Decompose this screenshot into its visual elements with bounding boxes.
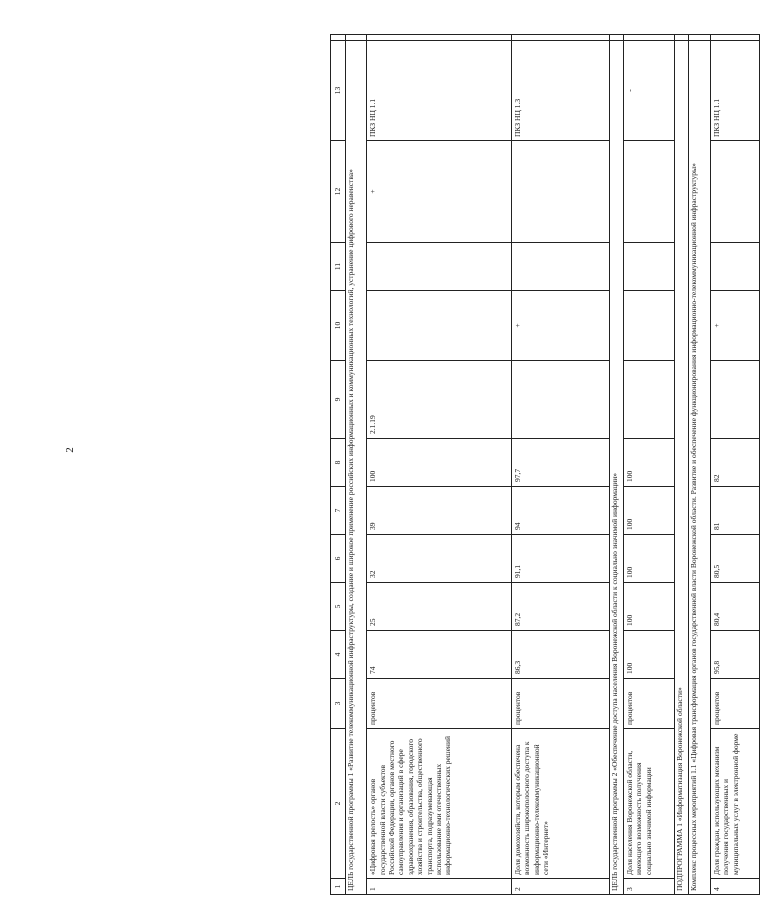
value-cell: 87,2 <box>511 583 609 631</box>
row-number: 3 <box>624 879 675 895</box>
value-cell: 32 <box>367 535 511 583</box>
source-cell: - <box>624 41 675 141</box>
header-cell: 10 <box>331 291 346 361</box>
table-row <box>624 35 675 895</box>
edge-cell <box>367 35 511 41</box>
edge-cell <box>610 35 624 41</box>
header-cell: 3 <box>331 679 346 729</box>
table-row <box>511 35 609 895</box>
indicator-name: Доля населения Воронежской области, имеющего возможность получения социально значимой информации <box>624 729 675 879</box>
mark-cell <box>710 141 759 243</box>
mark-cell <box>624 243 675 291</box>
goal1-row <box>345 35 366 895</box>
edge-cell <box>710 35 759 41</box>
mark-cell <box>367 291 511 361</box>
page-number: 2 <box>64 447 76 453</box>
value-cell: 2.1.19 <box>367 361 511 439</box>
table-row <box>367 35 511 895</box>
value-cell: 100 <box>367 439 511 487</box>
indicator-name: Доля граждан, использующих механизм получения государственных и муниципальных услуг в электронной форме <box>710 729 759 879</box>
value-cell: 94 <box>511 487 609 535</box>
value-cell: 86,3 <box>511 631 609 679</box>
header-cell: 13 <box>331 41 346 141</box>
row-number: 2 <box>511 879 609 895</box>
value-cell: 74 <box>367 631 511 679</box>
value-cell <box>624 361 675 439</box>
source-cell: ПКЗ НЦ 1.3 <box>511 41 609 141</box>
row-number: 4 <box>710 879 759 895</box>
value-cell: 81 <box>710 487 759 535</box>
header-cell: 12 <box>331 141 346 243</box>
value-cell: 100 <box>624 631 675 679</box>
value-cell: 80,4 <box>710 583 759 631</box>
header-cell: 4 <box>331 631 346 679</box>
indicator-name: «Цифровая зрелость» органов государственной власти субъектов Российской Федерации, органов местного самоуправления и организаций в сфере здравоохранения, образования, городского хозяйства и строительства, общественного транспорта, подразумевающая использование ими отечественных информационно-технологических решений <box>367 729 511 879</box>
mark-cell <box>511 141 609 243</box>
value-cell: 39 <box>367 487 511 535</box>
value-cell: 25 <box>367 583 511 631</box>
value-cell: 100 <box>624 583 675 631</box>
unit-cell: процентов <box>710 679 759 729</box>
goal1-title: ЦЕЛЬ государственной программы 1 «Развитие телекоммуникационной инфраструктуры, создание и широкое применение российских информационных и коммуникационных технологий, устранение цифрового неравенства» <box>345 41 366 895</box>
value-cell <box>511 361 609 439</box>
value-cell: 80,5 <box>710 535 759 583</box>
header-cell: 5 <box>331 583 346 631</box>
mark-cell <box>710 243 759 291</box>
edge-cell <box>345 35 366 41</box>
mark-cell: + <box>511 291 609 361</box>
goal2-title: ЦЕЛЬ государственной программы 2 «Обеспечение доступа населения Воронежской области к социально значимой информации» <box>610 41 624 895</box>
indicator-name: Доля домохозяйств, которым обеспечена возможность широкополосного доступа к информационно-телекоммуникационной сети «Интернет» <box>511 729 609 879</box>
header-cell: 11 <box>331 243 346 291</box>
value-cell: 100 <box>624 487 675 535</box>
header-cell: 6 <box>331 535 346 583</box>
unit-cell: процентов <box>511 679 609 729</box>
mark-cell: + <box>710 291 759 361</box>
edge-cell <box>689 35 710 41</box>
row-number: 1 <box>367 879 511 895</box>
source-cell: ПКЗ НЦ 1.1 <box>367 41 511 141</box>
subprogram-title: ПОДПРОГРАММА 1 «Информатизация Воронежской области» <box>675 41 689 895</box>
indicators-table <box>330 34 760 895</box>
subprogram-row <box>675 35 689 895</box>
edge-cell <box>331 35 346 41</box>
header-cell: 1 <box>331 879 346 895</box>
goal2-row <box>610 35 624 895</box>
value-cell: 100 <box>624 439 675 487</box>
source-cell: ПКЗ НЦ 1.1 <box>710 41 759 141</box>
unit-cell: процентов <box>624 679 675 729</box>
value-cell: 82 <box>710 439 759 487</box>
header-cell: 7 <box>331 487 346 535</box>
header-cell: 2 <box>331 729 346 879</box>
mark-cell <box>624 291 675 361</box>
table-row <box>710 35 759 895</box>
value-cell: 91,1 <box>511 535 609 583</box>
indicators-table-container <box>330 35 760 895</box>
unit-cell: процентов <box>367 679 511 729</box>
mark-cell <box>367 243 511 291</box>
value-cell: 95,8 <box>710 631 759 679</box>
value-cell <box>710 361 759 439</box>
mark-cell: + <box>367 141 511 243</box>
value-cell: 97,7 <box>511 439 609 487</box>
value-cell: 100 <box>624 535 675 583</box>
edge-cell <box>624 35 675 41</box>
header-row <box>331 35 346 895</box>
complex-title: Комплекс процессных мероприятий 1.1 «Цифровая трансформация органов государственной власти Воронежской области. Развитие и обеспечение функционирования информационно-телекоммуникационной инфраструктуры» <box>689 41 710 895</box>
header-cell: 8 <box>331 439 346 487</box>
edge-cell <box>511 35 609 41</box>
complex-row <box>689 35 710 895</box>
edge-cell <box>675 35 689 41</box>
header-cell: 9 <box>331 361 346 439</box>
mark-cell <box>624 141 675 243</box>
mark-cell <box>511 243 609 291</box>
